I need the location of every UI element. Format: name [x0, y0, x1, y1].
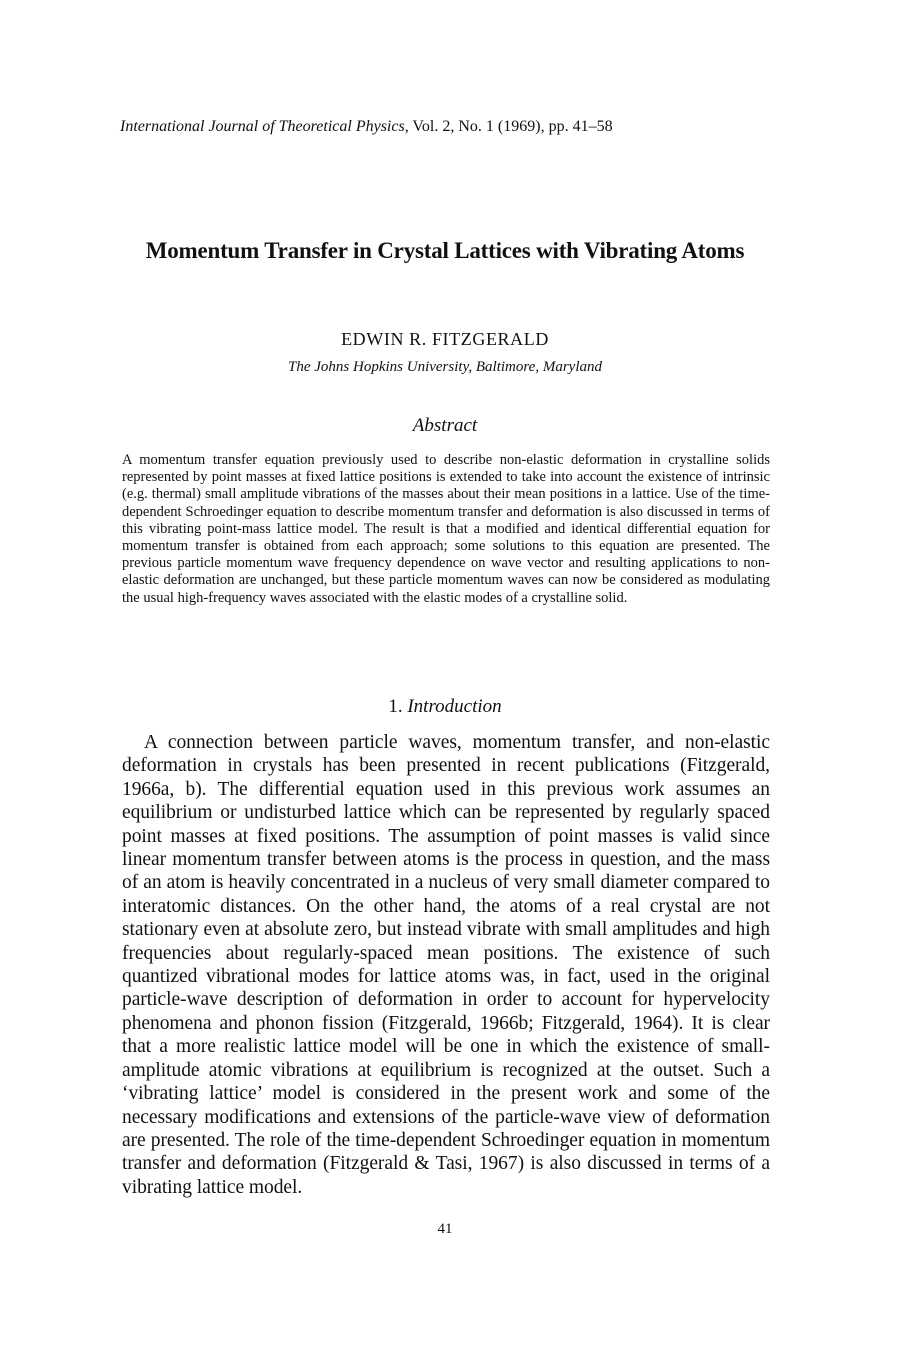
author-name: EDWIN R. FITZGERALD	[341, 329, 549, 349]
abstract-heading: Abstract	[412, 415, 478, 436]
section-number: 1.	[388, 696, 403, 717]
abstract-text: A momentum transfer equation previously used to describe non-elastic deformation in crystalline solids represented by point masses at fixed lattice positions is extended to take into account the existence of intrinsic (e.g. thermal) small amplitude vibrations of the masses about their mean positions in a lattice. Use of the time-dependent Schroedinger equation to describe momentum transfer and deformation is also discussed in terms of this vibrating point-mass lattice model. The result is that a modified and identical differential equation for momentum transfer is obtained from each approach; some solutions to this equation are presented. The previous particle momentum wave frequency dependence on wave vector and resulting applications to non-elastic deformation are unchanged, but these particle momentum waves can now be considered as modulating the usual high-frequency waves associated with the elastic modes of a crystalline solid.	[122, 452, 770, 606]
volume-issue-pages: , Vol. 2, No. 1 (1969), pp. 41–58	[404, 118, 613, 135]
section-title: Introduction	[407, 696, 502, 717]
page-number: 41	[437, 1221, 453, 1237]
journal-citation	[120, 117, 740, 137]
journal-name: International Journal of Theoretical Physics	[120, 118, 405, 135]
author-affiliation: The Johns Hopkins University, Baltimore, Maryland	[288, 359, 602, 375]
introduction-paragraph: A connection between particle waves, momentum transfer, and non-elastic deformation in crystals has been presented in recent publications (Fitzgerald, 1966a, b). The differential equation used in this previous work assumes an equilibrium or undisturbed lattice which can be represented by regularly spaced point masses at fixed positions. The assumption of point masses is valid since linear momentum transfer between atoms is the process in question, and the mass of an atom is heavily concentrated in a nucleus of very small diameter compared to interatomic distances. On the other hand, the atoms of a real crystal are not stationary even at absolute zero, but instead vibrate with small amplitudes and high frequencies about regularly-spaced mean positions. The existence of such quantized vibrational modes for lattice atoms was, in fact, used in the original particle-wave description of deformation in order to account for hypervelocity phenomena and phonon fission (Fitzgerald, 1966b; Fitzgerald, 1964). It is clear that a more realistic lattice model will be one in which the existence of small-amplitude atomic vibrations at equilibrium is recognized at the outset. Such a ‘vibrating lattice’ model is considered in the present work and some of the necessary modifications and extensions of the particle-wave view of deformation are presented. The role of the time-dependent Schroedinger equation in momentum transfer and deformation (Fitzgerald & Tasi, 1967) is also discussed in terms of a vibrating lattice model.	[122, 732, 770, 1198]
article-title: Momentum Transfer in Crystal Lattices with Vibrating Atoms	[145, 238, 745, 263]
section-heading-introduction	[120, 695, 770, 719]
